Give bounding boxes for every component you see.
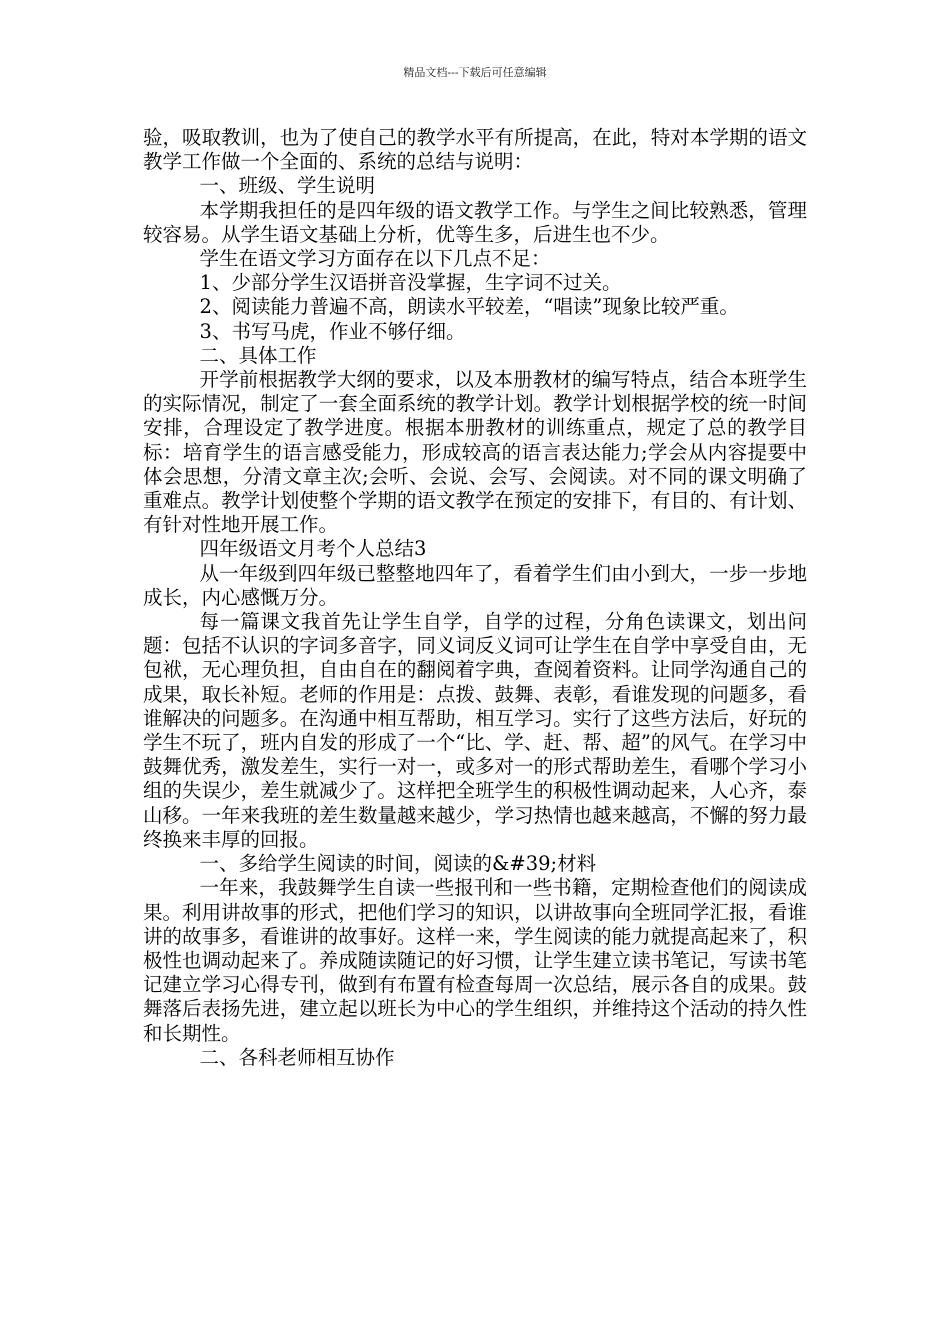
list-item: 1、少部分学生汉语拼音没掌握，生字词不过关。 [199, 271, 622, 295]
section-heading-reading: 一、多给学生阅读的时间，阅读的&#39;材料 [199, 852, 597, 876]
document-body [143, 126, 807, 1070]
page-header: 精品文档---下载后可任意编辑 [403, 66, 547, 79]
paragraph: 开学前根据教学大纲的要求，以及本册教材的编写特点，结合本班学生的实际情况，制定了一套全面系统的教学计划。教学计划根据学校的统一时间安排，合理设定了教学进度。根据本册教材的训练重点，规定了总的教学目标：培育学生的语言感受能力，形成较高的语言表达能力;学会从内容提要中体会思想，分清文章主次;会听、会说、会写、会阅读。对不同的课文明确了重难点。教学计划使整个学期的语文教学在预定的安排下，有目的、有计划、有针对性地开展工作。 [143, 368, 807, 537]
section-heading-specific-work: 二、具体工作 [199, 343, 317, 367]
paragraph: 学生在语文学习方面存在以下几点不足： [199, 247, 551, 271]
paragraph: 一年来，我鼓舞学生自读一些报刊和一些书籍，定期检查他们的阅读成果。利用讲故事的形式，把他们学习的知识，以讲故事向全班同学汇报，看谁讲的故事多，看谁讲的故事好。这样一来，学生阅读的能力就提高起来了，积极性也调动起来了。养成随读随记的好习惯，让学生建立读书笔记，写读书笔记建立学习心得专刊，做到有布置有检查每周一次总结，展示各自的成果。鼓舞落后表扬先进，建立起以班长为中心的学生组织，并维持这个活动的持久性和长期性。 [143, 876, 807, 1045]
paragraph-continuation: 验，吸取教训，也为了使自己的教学水平有所提高，在此，特对本学期的语文教学工作做一个全面的、系统的总结与说明： [143, 126, 807, 174]
list-item: 3、书写马虎，作业不够仔细。 [199, 319, 466, 343]
section-heading-class-students: 一、班级、学生说明 [199, 174, 376, 198]
list-item: 2、阅读能力普遍不高，朗读水平较差，“唱读”现象比较严重。 [199, 295, 739, 319]
paragraph: 从一年级到四年级已整整地四年了，看着学生们由小到大，一步一步地成长，内心感慨万分。 [143, 561, 807, 609]
article-title: 四年级语文月考个人总结3 [199, 537, 427, 561]
section-heading-cooperation: 二、各科老师相互协作 [199, 1045, 395, 1069]
paragraph: 本学期我担任的是四年级的语文教学工作。与学生之间比较熟悉，管理较容易。从学生语文基础上分析，优等生多，后进生也不少。 [143, 198, 807, 246]
paragraph: 每一篇课文我首先让学生自学，自学的过程，分角色读课文，划出问题：包括不认识的字词多音字，同义词反义词可让学生在自学中享受自由，无包袱，无心理负担，自由自在的翻阅着字典，查阅着资料。让同学沟通自己的成果，取长补短。老师的作用是：点拨、鼓舞、表彰，看谁发现的问题多，看谁解决的问题多。在沟通中相互帮助，相互学习。实行了这些方法后，好玩的学生不玩了，班内自发的形成了一个“比、学、赶、帮、超”的风气。在学习中鼓舞优秀，激发差生，实行一对一，或多对一的形式帮助差生，看哪个学习小组的失误少，差生就减少了。这样把全班学生的积极性调动起来，人心齐，泰山移。一年来我班的差生数量越来越少，学习热情也越来越高，不懈的努力最终换来丰厚的回报。 [143, 610, 807, 851]
